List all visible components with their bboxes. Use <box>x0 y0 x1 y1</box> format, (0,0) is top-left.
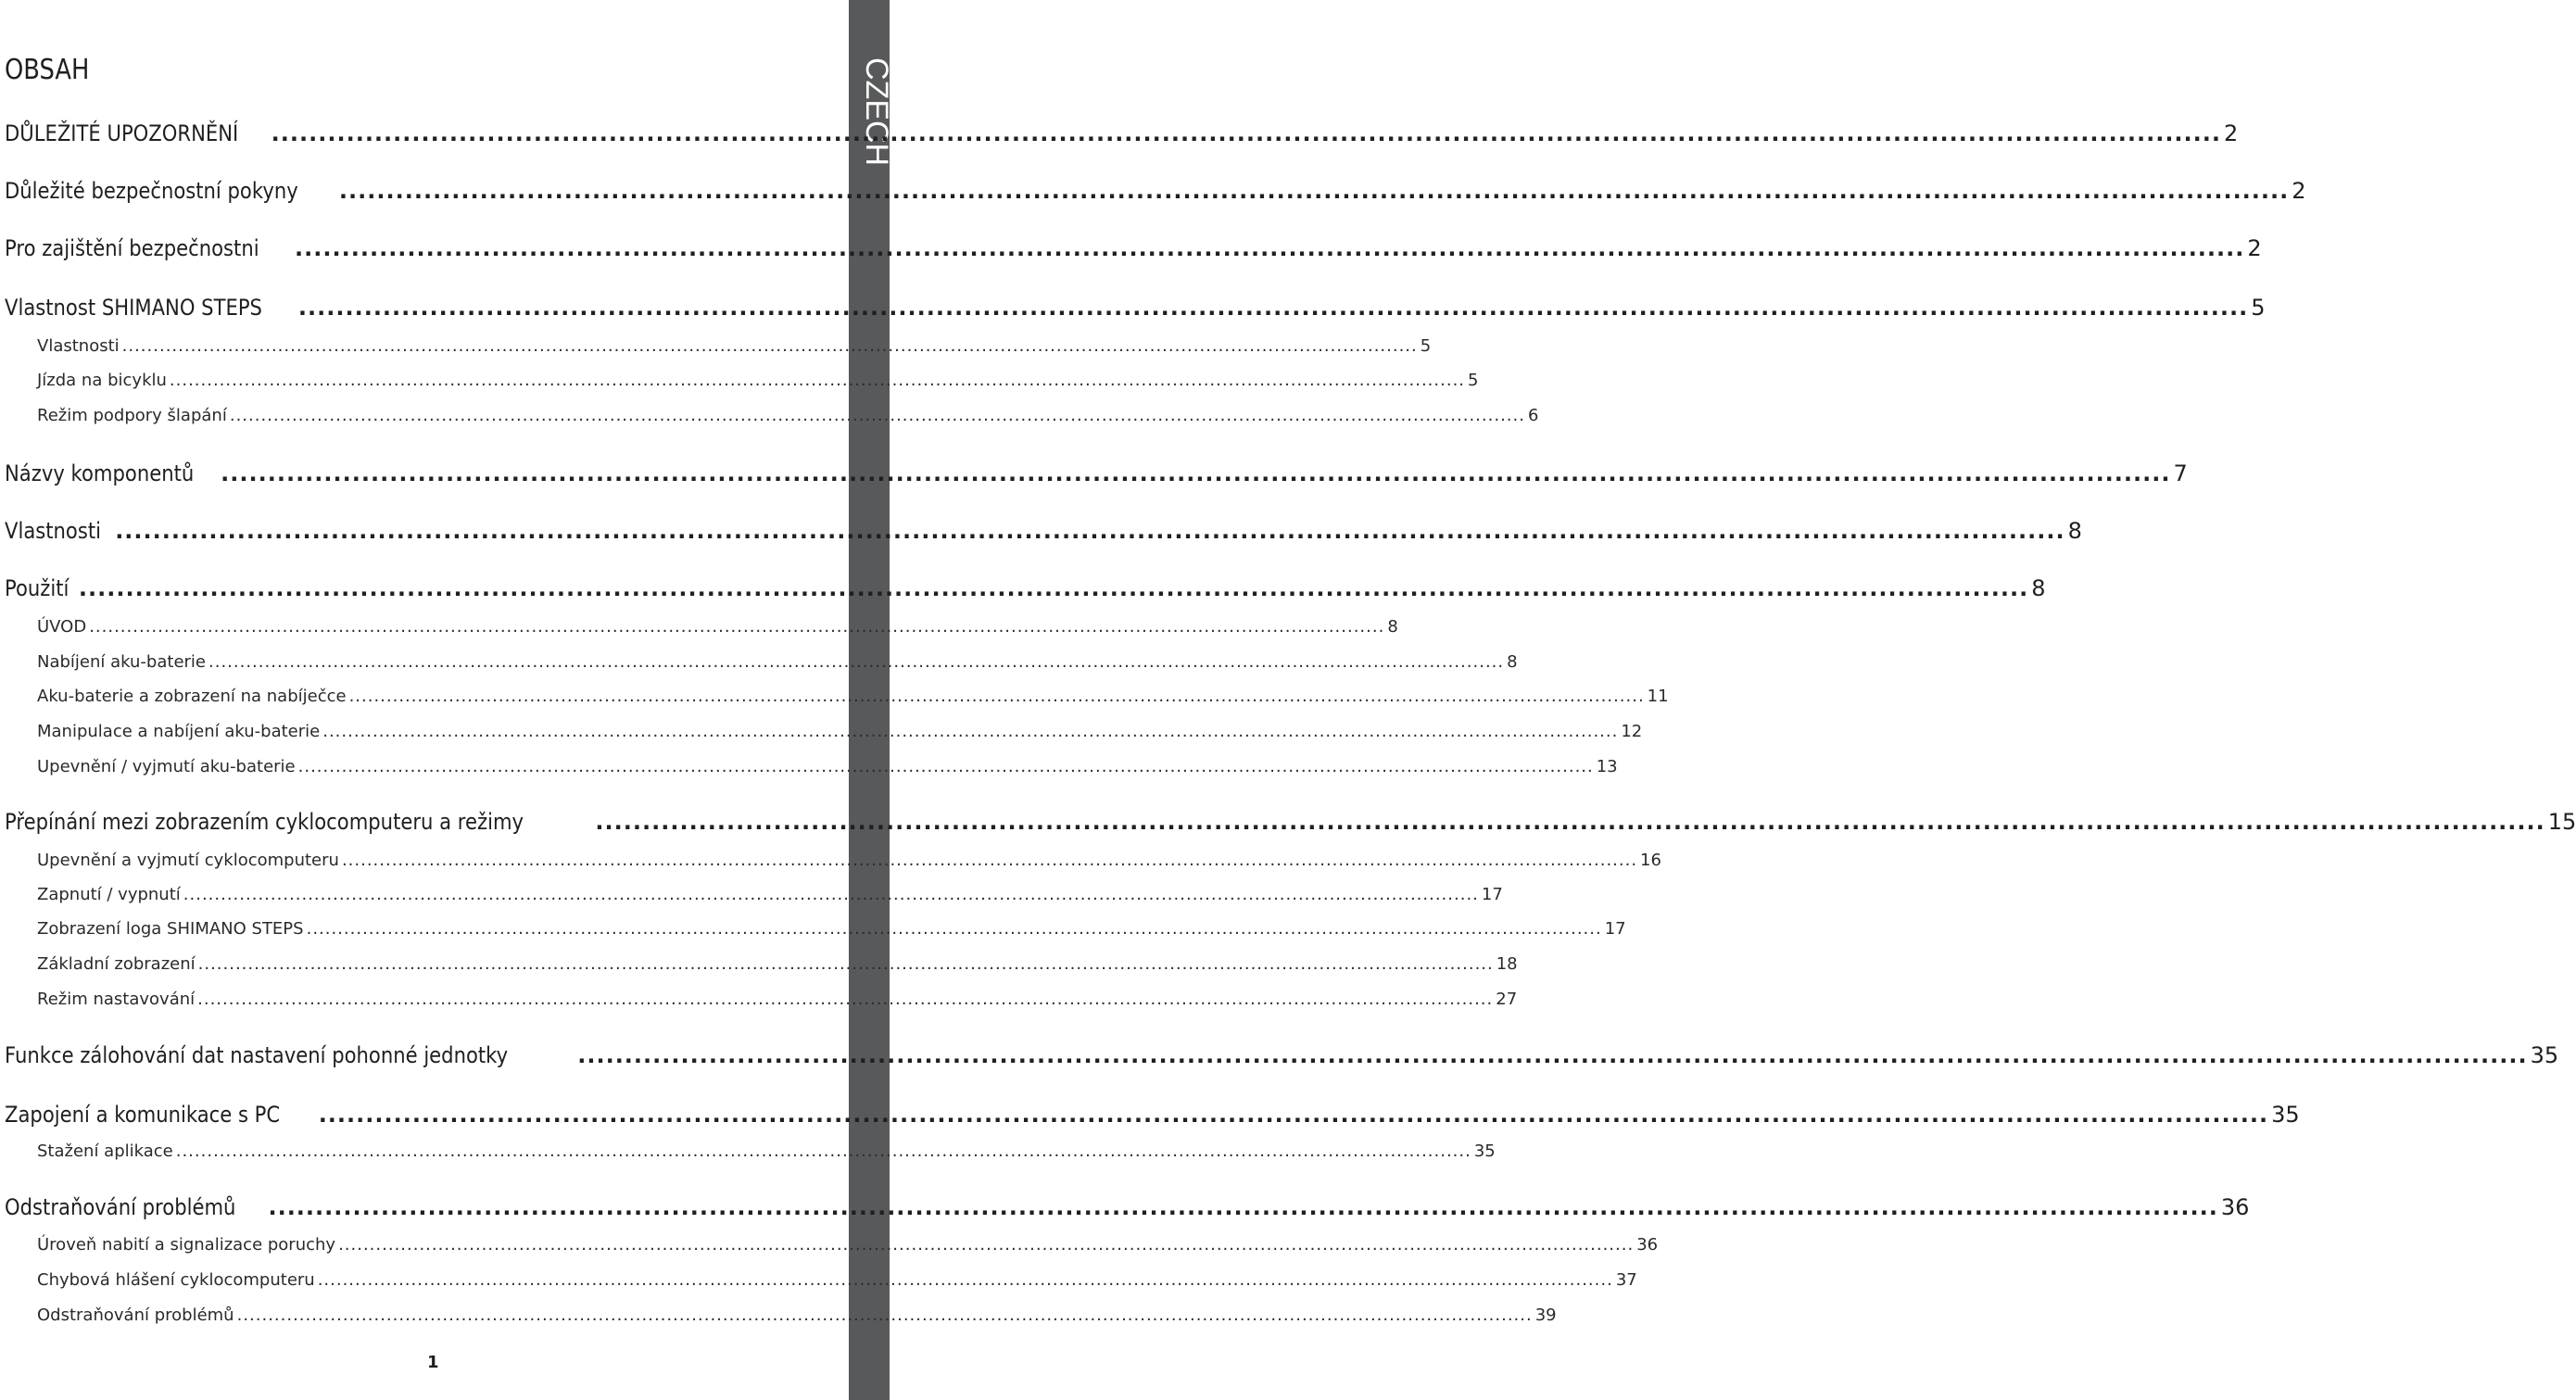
toc-leader-dots <box>197 990 1493 1009</box>
toc-entry-label: Pro zajištění bezpečnostni <box>5 235 259 261</box>
toc-leader-dots <box>595 809 2544 835</box>
toc-entry-page: 2 <box>2224 120 2239 146</box>
toc-leader-dots <box>339 178 2289 204</box>
toc-entry[interactable] <box>37 722 1643 741</box>
page-number: 1 <box>427 1353 439 1372</box>
toc-entry[interactable] <box>37 1305 1557 1325</box>
toc-entry-page: 17 <box>1481 885 1503 904</box>
toc-entry-page: 8 <box>2031 575 2046 601</box>
toc-entry-label: Stažení aplikace <box>37 1141 173 1161</box>
toc-entry[interactable] <box>37 851 1661 870</box>
toc-entry-page: 17 <box>1604 919 1626 939</box>
toc-leader-dots <box>338 1235 1634 1255</box>
toc-entry-label: Nabíjení aku-baterie <box>37 652 206 672</box>
toc-entry-label: Odstraňování problémů <box>37 1305 234 1325</box>
toc-entry-page: 5 <box>1468 371 1479 390</box>
toc-entry[interactable] <box>37 1270 1637 1290</box>
toc-entry-page: 35 <box>1473 1141 1496 1161</box>
toc-entry-page: 18 <box>1496 954 1518 974</box>
toc-entry[interactable] <box>37 1141 1496 1161</box>
toc-entry[interactable] <box>37 617 1398 637</box>
toc-leader-dots <box>295 235 2244 261</box>
toc-entry-page: 37 <box>1615 1270 1637 1290</box>
toc-entry[interactable] <box>5 235 2262 261</box>
toc-entry-label: Vlastnosti <box>5 518 102 544</box>
toc-leader-dots <box>271 120 2221 146</box>
toc-leader-dots <box>221 460 2170 486</box>
toc-entry[interactable] <box>5 120 2239 146</box>
toc-entry[interactable] <box>5 1042 2559 1068</box>
toc-entry-label: Úroveň nabití a signalizace poruchy <box>37 1235 336 1255</box>
toc-leader-dots <box>577 1042 2527 1068</box>
toc-leader-dots <box>122 336 1418 356</box>
toc-entry[interactable] <box>37 954 1518 974</box>
toc-entry[interactable] <box>37 336 1432 356</box>
toc-entry-page: 16 <box>1640 851 1661 870</box>
toc-entry[interactable] <box>5 1194 2250 1220</box>
toc-entry-page: 2 <box>2292 178 2306 204</box>
toc-leader-dots <box>318 1270 1613 1290</box>
toc-leader-dots <box>298 295 2248 321</box>
toc-entry-label: Použití <box>5 575 69 601</box>
toc-entry-label: Jízda na bicyklu <box>37 371 167 390</box>
toc-entry-page: 36 <box>2220 1194 2250 1220</box>
toc-leader-dots <box>268 1194 2217 1220</box>
toc-entry-page: 13 <box>1596 757 1618 776</box>
toc-entry-label: Aku-baterie a zobrazení na nabíječce <box>37 687 347 706</box>
toc-entry[interactable] <box>37 652 1518 672</box>
toc-entry-page: 6 <box>1527 406 1539 425</box>
toc-entry-label: Manipulace a nabíjení aku-baterie <box>37 722 321 741</box>
toc-entry-page: 8 <box>1387 617 1398 637</box>
toc-entry[interactable] <box>37 371 1479 390</box>
toc-entry[interactable] <box>37 885 1503 904</box>
toc-entry-label: ÚVOD <box>37 617 87 637</box>
toc-leader-dots <box>322 722 1618 741</box>
toc-entry[interactable] <box>5 295 2266 321</box>
toc-entry-label: Režim podpory šlapání <box>37 406 227 425</box>
toc-entry-page: 8 <box>1507 652 1518 672</box>
toc-entry-label: Zobrazení loga SHIMANO STEPS <box>37 919 304 939</box>
toc-entry-page: 5 <box>1420 336 1432 356</box>
toc-entry-page: 15 <box>2547 809 2576 835</box>
toc-entry-label: Důležité bezpečnostní pokyny <box>5 178 298 204</box>
toc-leader-dots <box>183 885 1479 904</box>
toc-leader-dots <box>170 371 1465 390</box>
toc-entry[interactable] <box>37 687 1669 706</box>
toc-entry-label: Vlastnost SHIMANO STEPS <box>5 295 262 321</box>
toc-entry-page: 2 <box>2247 235 2262 261</box>
toc-leader-dots <box>307 919 1602 939</box>
toc-entry-label: DŮLEŽITÉ UPOZORNĚNÍ <box>5 120 239 146</box>
page-title: OBSAH <box>5 54 90 86</box>
toc-leader-dots <box>115 518 2065 544</box>
toc-entry[interactable] <box>5 460 2188 486</box>
toc-leader-dots <box>342 851 1637 870</box>
toc-entry-page: 5 <box>2251 295 2266 321</box>
toc-entry-label: Režim nastavování <box>37 990 196 1009</box>
toc-entry-label: Upevnění / vyjmutí aku-baterie <box>37 757 296 776</box>
toc-entry-label: Vlastnosti <box>37 336 120 356</box>
toc-entry[interactable] <box>37 757 1618 776</box>
toc-leader-dots <box>349 687 1645 706</box>
toc-leader-dots <box>89 617 1384 637</box>
toc-entry-page: 12 <box>1621 722 1643 741</box>
toc-entry[interactable] <box>37 406 1539 425</box>
toc-entry-page: 39 <box>1534 1305 1557 1325</box>
toc-entry[interactable] <box>37 990 1518 1009</box>
toc-leader-dots <box>230 406 1525 425</box>
toc-entry-label: Zapojení a komunikace s PC <box>5 1102 281 1128</box>
toc-leader-dots <box>208 652 1504 672</box>
toc-entry-page: 36 <box>1636 1235 1659 1255</box>
toc-leader-dots <box>176 1141 1471 1161</box>
toc-entry[interactable] <box>5 178 2306 204</box>
toc-entry-page: 35 <box>2530 1042 2559 1068</box>
toc-entry[interactable] <box>5 518 2082 544</box>
toc-entry[interactable] <box>37 919 1626 939</box>
toc-entry[interactable] <box>5 1102 2300 1128</box>
toc-entry-label: Funkce zálohování dat nastavení pohonné jednotky <box>5 1042 509 1068</box>
toc-entry-page: 27 <box>1496 990 1518 1009</box>
toc-entry-label: Odstraňování problémů <box>5 1194 236 1220</box>
toc-entry[interactable] <box>5 575 2046 601</box>
toc-entry-label: Názvy komponentů <box>5 460 195 486</box>
toc-entry-label: Přepínání mezi zobrazením cyklocomputeru a režimy <box>5 809 524 835</box>
toc-leader-dots <box>237 1305 1533 1325</box>
toc-leader-dots <box>298 757 1594 776</box>
toc-entry-label: Základní zobrazení <box>37 954 196 974</box>
toc-entry-page: 8 <box>2067 518 2082 544</box>
toc-entry-label: Zapnutí / vypnutí <box>37 885 181 904</box>
toc-entry-page: 11 <box>1647 687 1669 706</box>
toc-entry-page: 35 <box>2271 1102 2300 1128</box>
language-tab-label: CZECH <box>859 57 894 167</box>
toc-leader-dots <box>79 575 2028 601</box>
toc-leader-dots <box>198 954 1494 974</box>
toc-entry[interactable] <box>5 809 2576 835</box>
toc-entry-label: Upevnění a vyjmutí cyklocomputeru <box>37 851 339 870</box>
toc-entry-page: 7 <box>2173 460 2188 486</box>
toc-entry-label: Chybová hlášení cyklocomputeru <box>37 1270 315 1290</box>
toc-entry[interactable] <box>37 1235 1659 1255</box>
toc-leader-dots <box>319 1102 2268 1128</box>
